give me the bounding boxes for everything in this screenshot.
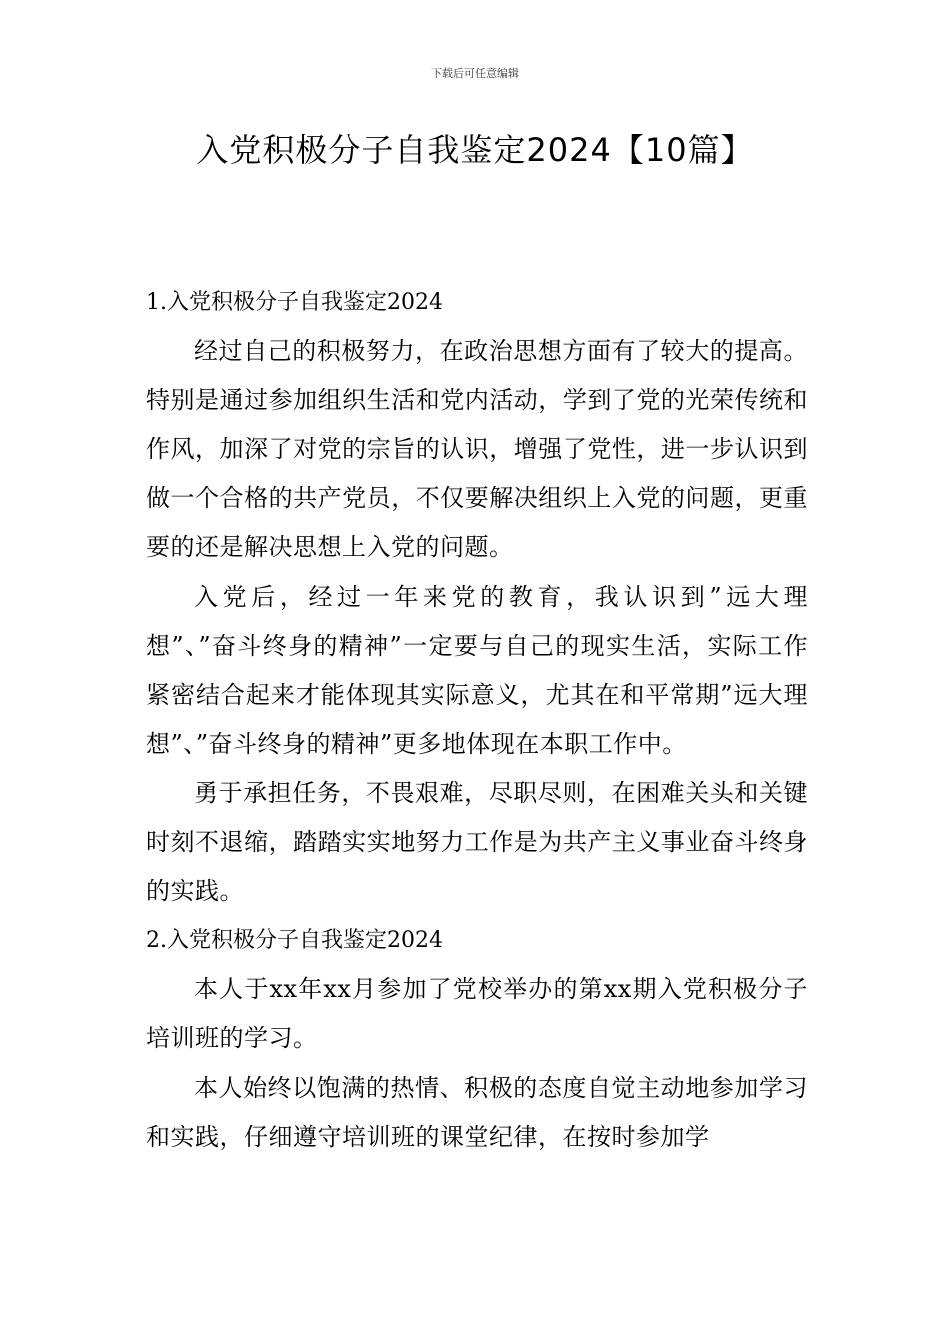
section-1 <box>146 278 808 916</box>
paragraph: 入党后，经过一年来党的教育，我认识到”远大理想”、”奋斗终身的精神”一定要与自己的现实生活，实际工作紧密结合起来才能体现其实际意义，尤其在和平常期”远大理想”、”奋斗终身的精神”更多地体现在本职工作中。 <box>146 582 808 758</box>
document-body <box>146 278 808 1162</box>
header-note: 下载后可任意编辑 <box>431 67 519 80</box>
paragraph: 本人始终以饱满的热情、积极的态度自觉主动地参加学习和实践，仔细遵守培训班的课堂纪律，在按时参加学 <box>146 1073 808 1151</box>
paragraph: 经过自己的积极努力，在政治思想方面有了较大的提高。特别是通过参加组织生活和党内活动，学到了党的光荣传统和作风，加深了对党的宗旨的认识，增强了党性，进一步认识到做一个合格的共产党员，不仅要解决组织上入党的问题，更重要的还是解决思想上入党的问题。 <box>146 337 808 562</box>
section-heading: 1.入党积极分子自我鉴定2024 <box>146 290 443 315</box>
paragraph: 勇于承担任务，不畏艰难，尽职尽则，在困难关头和关键时刻不退缩，踏踏实实地努力工作是为共产主义事业奋斗终身的实践。 <box>146 778 808 906</box>
paragraph: 本人于xx年xx月参加了党校举办的第xx期入党积极分子培训班的学习。 <box>146 975 808 1053</box>
section-2 <box>146 916 808 1161</box>
section-heading: 2.入党积极分子自我鉴定2024 <box>146 928 443 954</box>
document-title: 入党积极分子自我鉴定2024【10篇】 <box>196 131 754 169</box>
